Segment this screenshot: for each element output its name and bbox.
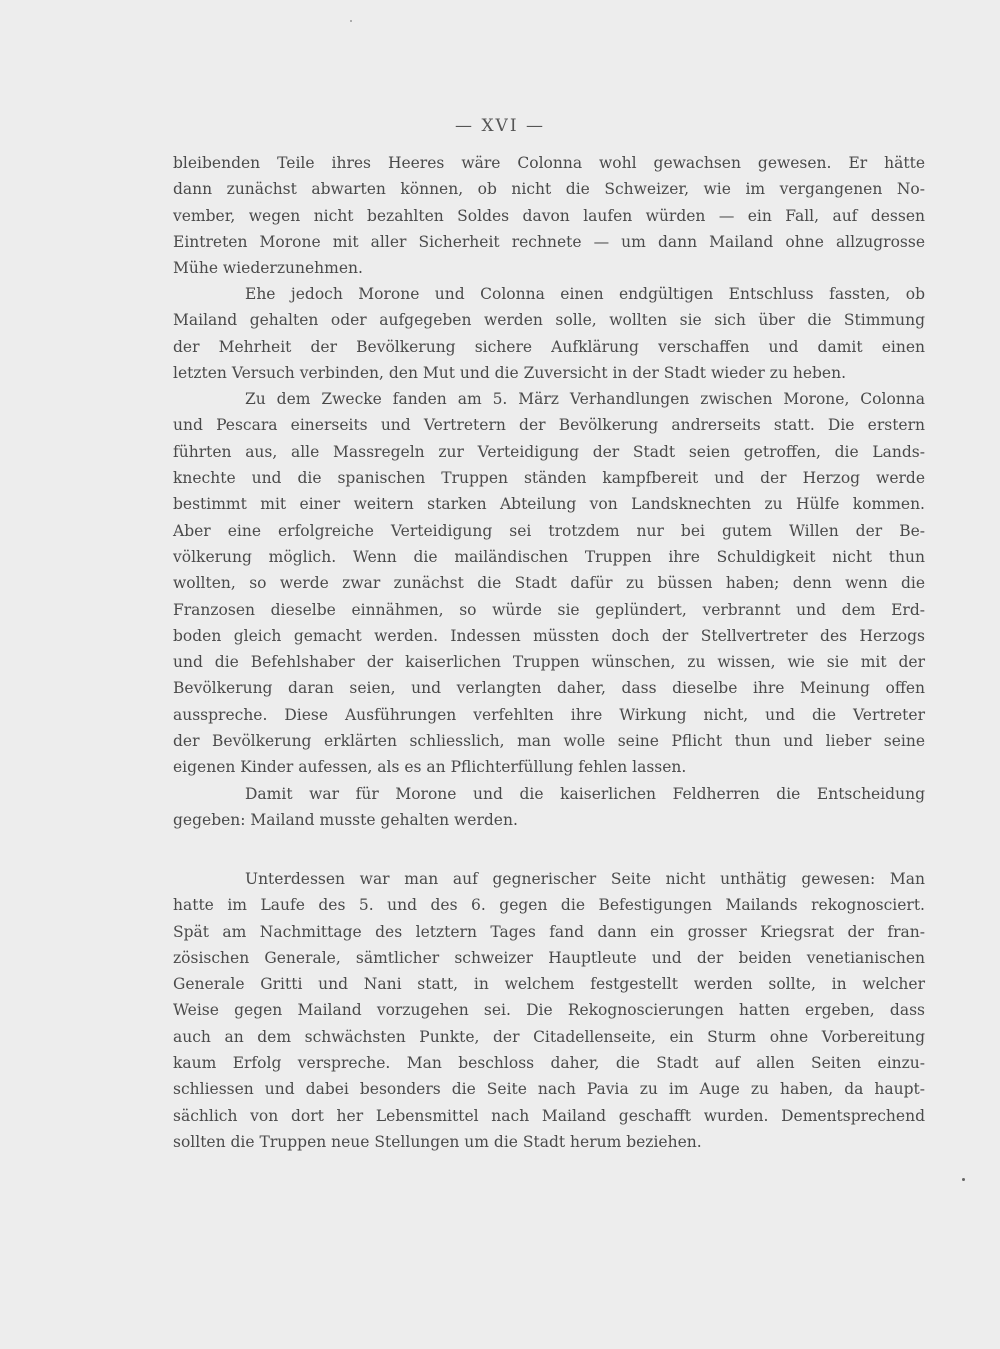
text-line: letzten Versuch verbinden, den Mut und die Zuversicht in der Stadt wieder zu heben. bbox=[173, 363, 847, 382]
ink-speck bbox=[962, 1178, 965, 1181]
text-line: kaum Erfolg verspreche. Man beschloss daher, die Stadt auf allen Seiten einzu- bbox=[173, 1054, 925, 1073]
text-line: Aber eine erfolgreiche Verteidigung sei trotzdem nur bei gutem Willen der Be- bbox=[173, 521, 925, 540]
text-line: wollten, so werde zwar zunächst die Stadt dafür zu büssen haben; denn wenn die bbox=[173, 574, 925, 593]
text-line: Unterdessen war man auf gegnerischer Seite nicht unthätig gewesen: Man bbox=[245, 870, 925, 888]
text-line: Mailand gehalten oder aufgegeben werden solle, wollten sie sich über die Stimmung bbox=[173, 311, 925, 330]
text-line: Damit war für Morone und die kaiserlichen Feldherren die Entscheidung bbox=[245, 784, 925, 803]
text-line: eigenen Kinder aufessen, als es an Pflichterfüllung fehlen lassen. bbox=[173, 758, 687, 777]
text-line: boden gleich gemacht werden. Indessen müssten doch der Stellvertreter des Herzogs bbox=[173, 626, 925, 645]
text-line: der Mehrheit der Bevölkerung sichere Aufklärung verschaffen und damit einen bbox=[173, 337, 925, 356]
text-line: Ehe jedoch Morone und Colonna einen endgültigen Entschluss fassten, ob bbox=[245, 285, 925, 303]
text-line: knechte und die spanischen Truppen ständen kampfbereit und der Herzog werde bbox=[173, 469, 925, 488]
text-line: Franzosen dieselbe einnähmen, so würde sie geplündert, verbrannt und dem Erd- bbox=[173, 600, 925, 619]
text-line: Eintreten Morone mit aller Sicherheit rechnete — um dann Mailand ohne allzugrosse bbox=[173, 232, 925, 251]
text-line: vember, wegen nicht bezahlten Soldes davon laufen würden — ein Fall, auf dessen bbox=[173, 206, 925, 225]
text-line: dann zunächst abwarten können, ob nicht die Schweizer, wie im vergangenen No- bbox=[173, 180, 925, 199]
text-line: Spät am Nachmittage des letztern Tages fand dann ein grosser Kriegsrat der fran- bbox=[173, 922, 925, 941]
text-line: bestimmt mit einer weitern starken Abteilung von Landsknechten zu Hülfe kommen. bbox=[173, 495, 925, 514]
text-line: zösischen Generale, sämtlicher schweizer Hauptleute und der beiden venetianischen bbox=[173, 948, 925, 967]
text-line: völkerung möglich. Wenn die mailändischen Truppen ihre Schuldigkeit nicht thun bbox=[173, 547, 925, 566]
text-line: führten aus, alle Massregeln zur Verteidigung der Stadt seien getroffen, die Lands- bbox=[173, 442, 925, 461]
paragraph-negotiations bbox=[173, 281, 925, 833]
text-line: bleibenden Teile ihres Heeres wäre Colonna wohl gewachsen gewesen. Er hätte bbox=[173, 154, 925, 172]
text-line: Weise gegen Mailand vorzugehen sei. Die Rekognoscierungen hatten ergeben, dass bbox=[173, 1001, 925, 1020]
paragraph-continuation bbox=[173, 150, 925, 281]
text-line: Generale Gritti und Nani statt, in welchem festgestellt werden sollte, in welcher bbox=[173, 975, 925, 994]
text-line: auch an dem schwächsten Punkte, der Citadellenseite, ein Sturm ohne Vorbereitung bbox=[173, 1027, 925, 1046]
text-line: sollten die Truppen neue Stellungen um die Stadt herum beziehen. bbox=[173, 1132, 702, 1151]
text-line: schliessen und dabei besonders die Seite nach Pavia zu im Auge zu haben, da haupt- bbox=[173, 1080, 925, 1099]
text-line: hatte im Laufe des 5. und des 6. gegen die Befestigungen Mailands rekognosciert. bbox=[173, 896, 925, 915]
text-line: Bevölkerung daran seien, und verlangten daher, dass dieselbe ihre Meinung offen bbox=[173, 679, 925, 698]
text-line: Zu dem Zwecke fanden am 5. März Verhandlungen zwischen Morone, Colonna bbox=[245, 390, 925, 409]
text-line: und Pescara einerseits und Vertretern der Bevölkerung andrerseits statt. Die erstern bbox=[173, 416, 925, 435]
text-line: der Bevölkerung erklärten schliesslich, man wolle seine Pflicht thun und lieber seine bbox=[173, 732, 925, 751]
text-line: Mühe wiederzunehmen. bbox=[173, 259, 363, 278]
ink-speck bbox=[350, 20, 352, 22]
text-line: sächlich von dort her Lebensmittel nach Mailand geschafft wurden. Dementsprechend bbox=[173, 1106, 925, 1125]
page-number: — XVI — bbox=[455, 116, 545, 136]
text-line: ausspreche. Diese Ausführungen verfehlten ihre Wirkung nicht, und die Vertreter bbox=[173, 705, 925, 724]
text-line: gegeben: Mailand musste gehalten werden. bbox=[173, 810, 518, 829]
paragraph-enemy-side bbox=[173, 866, 925, 1155]
text-line: und die Befehlshaber der kaiserlichen Truppen wünschen, zu wissen, wie sie mit der bbox=[173, 653, 925, 672]
